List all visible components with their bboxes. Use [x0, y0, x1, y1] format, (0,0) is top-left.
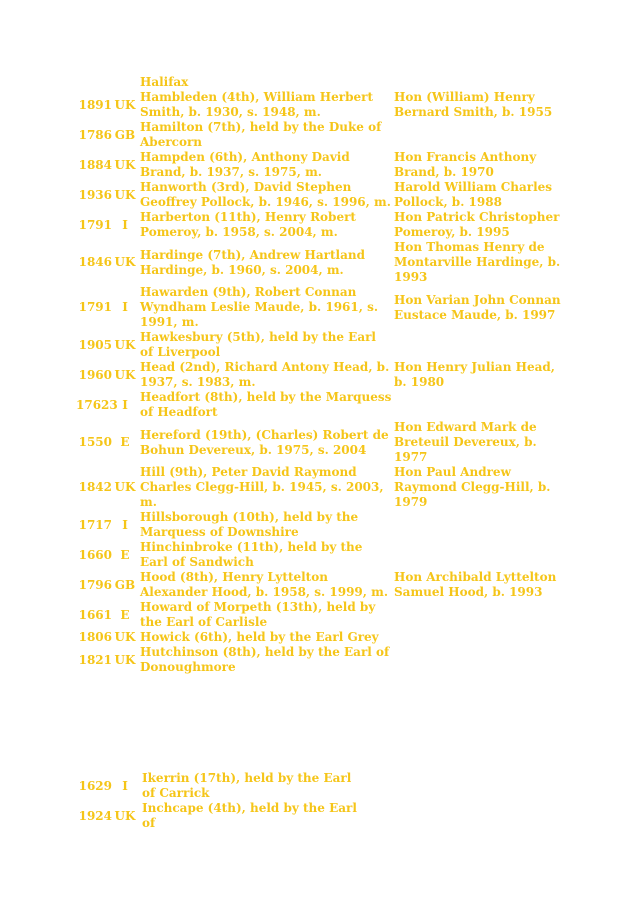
title-holder: Hardinge (7th), Andrew Hartland Hardinge, b. 1960, s. 2004, m. — [140, 247, 365, 277]
table-row — [76, 510, 564, 540]
creation-year: 1791 — [78, 300, 112, 314]
creation-year: 1884 — [78, 157, 112, 172]
title-holder: Hillsborough (10th), held by the Marquess of Downshire — [140, 510, 359, 539]
title-holder: Hamilton (7th), held by the Duke of Abercorn — [140, 120, 382, 149]
creation-year: 1796 — [78, 577, 112, 592]
peerage-kingdom: GB — [114, 127, 136, 142]
heir: Hon Edward Mark de Breteuil Devereux, b. 1977 — [394, 420, 537, 464]
title-holder: Howard of Morpeth (13th), held by the Earl of Carlisle — [140, 600, 376, 629]
creation-year: 1905 — [78, 337, 112, 352]
peerage-kingdom: UK — [114, 808, 136, 823]
peerage-kingdom: UK — [114, 630, 136, 644]
table-row — [76, 210, 564, 240]
table-row — [76, 75, 564, 90]
heir: Hon Francis Anthony Brand, b. 1970 — [394, 150, 537, 179]
title-holder: Hawarden (9th), Robert Connan Wyndham Leslie Maude, b. 1961, s. 1991, m. — [140, 285, 379, 329]
peerage-kingdom: I — [122, 217, 128, 232]
title-holder: Hanworth (3rd), David Stephen Geoffrey Pollock, b. 1946, s. 1996, m. — [140, 180, 391, 209]
heir: Hon Henry Julian Head, b. 1980 — [394, 360, 555, 389]
table-row — [76, 90, 564, 120]
heir: Hon Paul Andrew Raymond Clegg-Hill, b. 1979 — [394, 465, 551, 509]
peerage-table-continued — [76, 771, 368, 831]
peerage-kingdom: E — [120, 435, 130, 449]
title-holder: Hill (9th), Peter David Raymond Charles Clegg-Hill, b. 1945, s. 2003, m. — [140, 465, 384, 509]
peerage-kingdom: E — [120, 607, 130, 622]
table-row — [76, 645, 564, 675]
title-holder: Ikerrin (17th), held by the Earl of Carrick — [142, 771, 352, 800]
heir: Hon Thomas Henry de Montarville Hardinge, b. 1993 — [394, 240, 561, 284]
peerage-kingdom: UK — [114, 480, 136, 494]
heir: Hon Patrick Christopher Pomeroy, b. 1995 — [394, 210, 560, 239]
table-row — [76, 630, 564, 645]
title-holder: Hinchinbroke (11th), held by the Earl of Sandwich — [140, 540, 363, 569]
title-holder: Hood (8th), Henry Lyttelton Alexander Hood, b. 1958, s. 1999, m. — [140, 570, 389, 599]
creation-year: 1660 — [78, 547, 112, 562]
table-row — [76, 150, 564, 180]
table-row — [76, 240, 564, 285]
creation-year: 1936 — [78, 187, 112, 202]
peerage-kingdom: I — [122, 300, 128, 314]
creation-year: 1791 — [78, 217, 112, 232]
peerage-kingdom: UK — [114, 367, 136, 382]
title-holder: Inchcape (4th), held by the Earl of — [142, 801, 357, 830]
creation-year: 1846 — [78, 255, 112, 269]
table-row — [76, 771, 368, 801]
heir: Harold William Charles Pollock, b. 1988 — [394, 180, 553, 209]
title-holder: Hutchinson (8th), held by the Earl of Donoughmore — [140, 645, 390, 674]
creation-year: 1960 — [78, 367, 112, 382]
table-row — [76, 540, 564, 570]
title-holder: Hawkesbury (5th), held by the Earl of Liverpool — [140, 330, 376, 359]
creation-year: 1717 — [78, 517, 112, 532]
creation-year: 1821 — [78, 652, 112, 667]
creation-year: 1806 — [78, 630, 112, 644]
peerage-kingdom: I — [122, 778, 128, 793]
table-row — [76, 390, 564, 420]
table-row — [76, 420, 564, 465]
table-row — [76, 330, 564, 360]
title-holder: Headfort (8th), held by the Marquess of Headfort — [140, 390, 392, 419]
table-row — [76, 360, 564, 390]
peerage-kingdom: UK — [114, 97, 136, 112]
peerage-kingdom: E — [120, 547, 130, 562]
creation-year: 1629 — [78, 778, 112, 793]
table-row — [76, 180, 564, 210]
title-holder: Hambleden (4th), William Herbert Smith, b. 1930, s. 1948, m. — [140, 90, 373, 119]
peerage-kingdom: UK — [114, 187, 136, 202]
peerage-kingdom: I — [122, 517, 128, 532]
table-row — [76, 285, 564, 330]
peerage-kingdom: UK — [114, 337, 136, 352]
creation-year: 17623 — [76, 397, 118, 412]
title-holder: Hereford (19th), (Charles) Robert de Bohun Devereux, b. 1975, s. 2004 — [140, 427, 389, 457]
heir: Hon (William) Henry Bernard Smith, b. 1955 — [394, 90, 553, 119]
table-row — [76, 801, 368, 831]
title-holder: Howick (6th), held by the Earl Grey — [140, 630, 379, 644]
peerage-kingdom: UK — [114, 255, 136, 269]
table-row — [76, 570, 564, 600]
table-row — [76, 120, 564, 150]
peerage-kingdom: I — [122, 397, 128, 412]
table-row — [76, 600, 564, 630]
creation-year: 1924 — [78, 808, 112, 823]
creation-year: 1786 — [78, 127, 112, 142]
title-holder: Halifax — [140, 75, 189, 89]
creation-year: 1550 — [78, 435, 112, 449]
creation-year: 1661 — [78, 607, 112, 622]
peerage-kingdom: GB — [114, 577, 136, 592]
title-holder: Head (2nd), Richard Antony Head, b. 1937, s. 1983, m. — [140, 360, 390, 389]
title-holder: Hampden (6th), Anthony David Brand, b. 1937, s. 1975, m. — [140, 150, 350, 179]
creation-year: 1891 — [78, 97, 112, 112]
heir: Hon Varian John Connan Eustace Maude, b. 1997 — [394, 292, 561, 322]
peerage-kingdom: UK — [114, 652, 136, 667]
table-row — [76, 465, 564, 510]
peerage-table — [76, 75, 564, 675]
peerage-kingdom: UK — [114, 157, 136, 172]
title-holder: Harberton (11th), Henry Robert Pomeroy, b. 1958, s. 2004, m. — [140, 210, 356, 239]
creation-year: 1842 — [78, 480, 112, 494]
heir: Hon Archibald Lyttelton Samuel Hood, b. 1993 — [394, 570, 557, 599]
